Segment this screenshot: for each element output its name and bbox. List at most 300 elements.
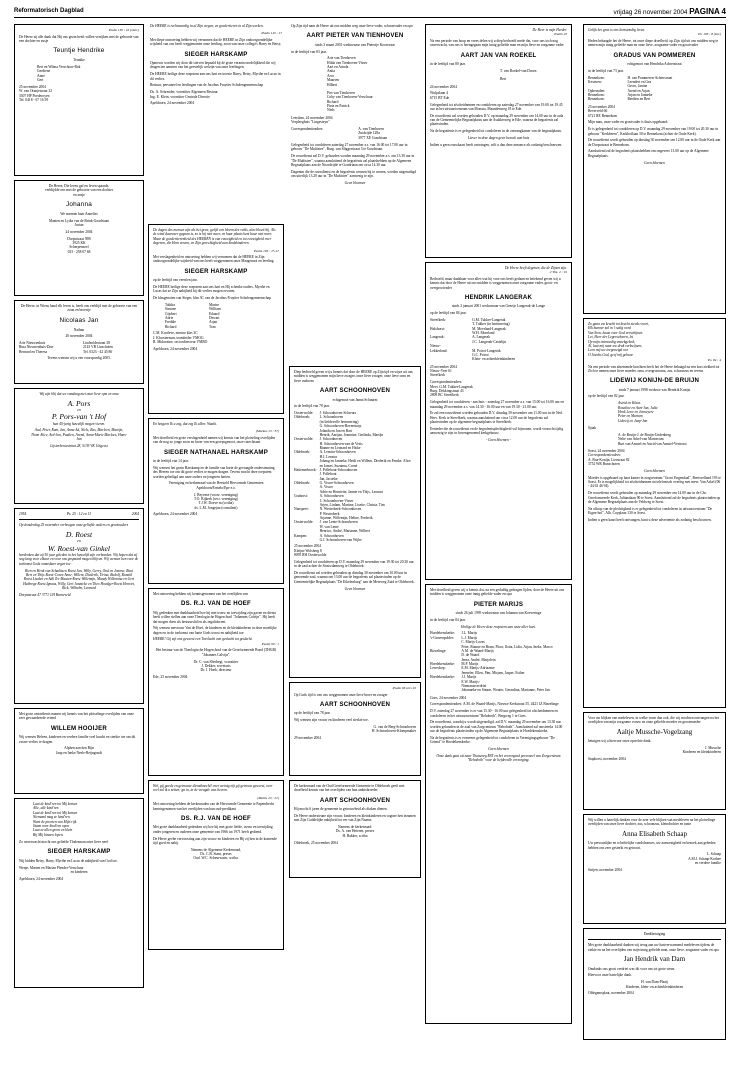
notice-text: Gelegenheid tot condoleren - aan huis - zaterdag 27 november a.s. van 15.00 tot 16.00 uur en maandag 29 november a.s. van 14.30 - 16.00 uur en van 19.30 - 21.00 uur. [430, 400, 564, 409]
address-line: A. van Tienhoven [358, 126, 384, 131]
deceased-age: in de leeftijd van 84 jaar. [430, 617, 466, 622]
signature-line: Dr. J. Hoek, directeur [200, 668, 232, 673]
column-1 [14, 24, 144, 1060]
notice-text: Wij wensen Heleen, kinderen en verdere familie veel kracht en sterkte toe om dit zware verlies te dragen. [19, 735, 136, 744]
classmate-name: Simone [165, 307, 176, 312]
signature-line: Ds. A. van Heteren, preses [335, 829, 375, 834]
corr-label: Correspondentieadres: [291, 126, 324, 131]
scripture-quote: De dagen des mensen zijn als het gras; gelijk een bloem des velds, alzo bloeit hij. Als de wind daarover gegaan is, zo is hij niet meer, en haar plaats kent haar niet meer. Maar de goedertierenheid des HEEREN is van eeuwigheid en tot eeuwigheid over degenen, die Hem vrezen, en Zijn gerechtigheid aan kindskinderen. [153, 228, 276, 246]
classmate-name: Talitha [165, 302, 175, 307]
family-member: Johanneke en Simon, Wouter, Gerardina, Marianne, Peter Jan [461, 688, 550, 693]
issue-date: vrijdag 26 november 2004 [613, 9, 688, 16]
deceased-age: op de leeftijd van veertien jaar. [153, 278, 198, 283]
notice-intro: Met grote dankbaarheid danken wij terug aan uw hartverwarmend medeleven tijdens de ziekte en na het overlijden van mijn innig geliefde man, onze lieve, zorgzame vader en opa [588, 943, 719, 952]
scripture-quote: De HEERE is rechtvaardig in al Zijn wegen, en goedertieren in al Zijn werken. [150, 24, 264, 28]
family-place: Hattemerbroek: [294, 467, 317, 472]
family-member: Piet van Tienhoven [327, 90, 355, 95]
birth-notice-nicolaas [14, 300, 144, 384]
spouse-line: echtgenoot van Janna Schuurm [332, 397, 378, 402]
notice-text: Dagenim die de rouwdienst en de begrafenis wensen bij te wonen, worden uitgenodigd om uiterlijk 13.20 uur in "De Multistee" aanwezig te zijn. [291, 169, 417, 179]
family-place: Hulshorst: [430, 326, 445, 331]
notice-intro: Wij willen u hartelijk danken voor de zeer vele blijken van medeleven na het plotselinge overlijden van onze lieve dochter, zus, schoonzus, kleindochter en tante [588, 818, 716, 827]
parent-line: Anne [37, 73, 45, 78]
family-place [430, 688, 461, 692]
poem [19, 802, 139, 837]
family-member: Hilda van Tienhoven-Visser [327, 60, 368, 65]
parents-list [19, 65, 139, 83]
notice-text: Gelegenheid tot condoleren zaterdag 27 november a.s. van 16.00 tot 17.00 uur in gebouw "De Multistee", Burg. van Sliggerstraat 3 te Goudriaan. [291, 143, 408, 152]
deceased-name: GRADUS VAN POMMEREN [613, 51, 696, 59]
family-list [588, 401, 721, 423]
notice-date: Soest, 24 november 2004 [588, 449, 625, 453]
family-list: Rien en Henk van Schaiktsen Roest Jan, Willy, Gerry, Ond en Joanne, Ruut Bert en Thijs Roest-Coren Anne, Willem, Diederik, Tirina, Rudolf, Ronald Roest Lisabet en Adk Ter Maaten-Roest Willemijn, Mandy Willemina en Gert Huibregs-Roest Ignaas, Willy, Gert Jannicke en Theo Hoedger-Roest Henriet, Rick, Wilhelm, Leonard [23, 568, 135, 591]
notice-intro: Zo onverwacht mocht ons geliefde Thalesman onze lieve neef [19, 840, 109, 844]
deceased-name: AART PIETER VAN TIENHOVEN [306, 32, 404, 40]
psalm-ref: Psalm 130 : 16 (ober.) [108, 28, 139, 32]
family-member: Richard [327, 99, 339, 104]
notice-text: De rouwdienst, waarbij u wordt uitgenodigd, zal D.V. maandag 29 november om 13.30 uur worden gehouden in de zaal van Zorgcentrum "Rehoboth". Aansluitend zal omstreeks 14.00 uur de begrafenis plaatsvinden op de Algemene Begraafplaats te Hoedekenskerke. [430, 720, 563, 734]
deceased-name: AART SCHOONHOVEN [319, 796, 391, 804]
widow-line: sinds 7 januari 1998 weduwe van Hendrik Konijn [618, 387, 691, 392]
family-place: Bennekom: [588, 93, 605, 98]
notice-heading: Dankbetuiging [643, 932, 666, 936]
family-member: W. van Lente [319, 524, 339, 529]
death-notice-schoonhoven-sibling [289, 682, 421, 776]
anniversary-header [19, 512, 139, 516]
notice-text: D.V. zaterdag 27 november is er van 15.30 - 16.00 uur gelegenheid tot afscheidnemen en condoleren in het uitvaartcentrum "Rehoboth", Bergweg 1 te Goes. [430, 709, 558, 718]
family-place: Kampen: [294, 533, 308, 538]
death-notice-schoonhoven-church [289, 780, 421, 878]
child-name: Nicolaas Jan [59, 316, 99, 324]
family-member: Arie van Tienhoven [327, 56, 356, 61]
family-member: Henk Loov en Jonneyere [618, 409, 654, 414]
address-line: Beverveld 66 [588, 109, 608, 114]
family-member: Anita [327, 69, 335, 74]
psalm-ref: Psalm 96 vers 10 [392, 686, 416, 690]
family-member: Peter, Rianne en Bram, Floor, Ilona, Lidia, Arjan, Ineke, Marco [461, 644, 553, 649]
signature-line: T.J.W. Doeve m (scriba) [198, 501, 234, 506]
address-line: Burg. Dekkingstraat 43 [430, 389, 464, 393]
honoree-name: P. Pors-van 't Hof [51, 412, 107, 422]
classmate-name: Arjan [208, 320, 218, 325]
divider [19, 519, 139, 520]
family-member: Johang en Janneke, Heidi en Willem, Diederik en Femke, Alice en Janset, Suzanna, Corné [319, 459, 411, 468]
deceased-age: op de leeftijd van 82 jaar. [588, 394, 625, 399]
family-table [430, 631, 567, 692]
address-line: Kleijne Wolsberg 8 [294, 548, 322, 553]
family-member: A. Lenstra-Schoonhoven [319, 450, 356, 455]
family-member: Niels [327, 108, 335, 113]
poem [588, 322, 721, 357]
deceased-name: LIDEWIJ KONIJN-DE BRUIJN [609, 377, 700, 385]
notice-date: Ede, 23 november 2004 [153, 675, 188, 680]
notice-prayer: Heilige de Heere deze roepstem aan onze aller hart. [461, 624, 536, 629]
deceased-age: in de leeftijd van 78 jaar. [294, 404, 330, 409]
newspaper-name: Reformatorisch Dagblad [14, 8, 84, 14]
notice-text: Na de begrafenis is er eveneens gelegenheid tot condoleren in Verenigingsgebouw "De Griend" te Hoedekenskerke. [430, 735, 555, 745]
family-member: E.M. Marijs-Adriaanse [461, 666, 495, 671]
notice-request: Liever in deze dagen geen bezoek aan huis [467, 135, 530, 140]
death-notice-schoonhoven-family [289, 366, 421, 678]
notice-date: Apeldoorn, 24 november 2004 [150, 101, 195, 106]
family-place: Oosterwolde: [294, 437, 314, 442]
notice-text: Na de begrafenis is er gelegenheid tot condoleren in de ontvangkamer van de begraafplaats. [430, 129, 562, 134]
notice-date: 24 november 2004 [65, 229, 93, 234]
address-line: Nieuw-Veer 61 [430, 369, 452, 374]
poem-line: Op mijn ootmoedig smeekgebed; [588, 339, 636, 344]
notice-intro: Na een periode van hoop en vrees delen wij u diep bedroefd mede dat, voor ons toch nog onverwacht, van ons is heengegaan mijn innig geliefde man en mijn lieve en zorgzame vader [430, 38, 564, 48]
scripture-ref: Psalm 103 : 15-17 [253, 248, 279, 253]
relative-line: Burt van Amstel en Astrid van Amstel-Vertrosst [618, 441, 687, 446]
signature-line: en kinderen [70, 869, 88, 874]
address-line: Zuidzijde 128a [358, 131, 380, 136]
parent-line: Bert en Wilma Verschoor-Bok [37, 64, 81, 69]
death-notice-langerak [425, 262, 572, 580]
page-info [614, 7, 726, 17]
honoree-name: A. Pors [67, 398, 91, 408]
family-place: Streefkerk: [430, 317, 446, 322]
parent-line: Bernard en Theresa [19, 349, 48, 354]
notice-intro: Met ontroering hebben wij kennisgenomen van het overlijden van [153, 592, 248, 596]
deceased-name: SIEGER HARSKAMP [184, 267, 248, 275]
family-place: Hoedekenskerke: [430, 675, 455, 680]
corr-label: Correspondentieadres: [430, 380, 463, 385]
notice-text: Mijn man, onze vader en grootvader is thuis opgebaard. [588, 120, 669, 125]
deceased-age: in de leeftijd van 80 jaar. [430, 62, 466, 67]
poem-line: Niemand mag ze hind'ren [33, 815, 70, 820]
scripture-quote: Wel, gij goede en getrouwe dienstknecht! over weinig zijt gij getrouw geweest, over veel zal ik u zetten; ga in, in de vreugde uws heeren. [153, 784, 273, 793]
family-member: J.C. Langerak-Castelijn [472, 339, 507, 344]
deceased-name: DS. R.J. VAN DE HOEF [181, 815, 251, 823]
psalm-ref: Ps. 25 : 12 en 13 [66, 512, 92, 516]
scripture-ref: Psalm 90 : 1 [261, 641, 279, 646]
deceased-age: in de leeftijd van 14 jaar. [153, 459, 189, 464]
year-start: 1954 [19, 512, 27, 516]
family-member: G.C. Poirot [472, 352, 489, 357]
deceased-age: op de leeftijd van 78 jaar. [294, 711, 331, 716]
family-member: L. Schoonhoven-Visser [319, 498, 354, 503]
signature-line: Bert [500, 77, 507, 82]
notice-intro: Na een periode van afnemende krachten heeft het de Heere behaagd na een kort ziekbed tot Zich te nemen onze lieve moeder, oma, overgrootoma, zus, schoonzus en tevens [588, 364, 720, 373]
death-notice-konijn [583, 318, 726, 708]
deceased-name: SIEGER HARSKAMP [47, 848, 111, 856]
notice-text: Wij wensen mevrouw Van de Hoef, de kinderen en de kleinkinderen in deze moeilijke dagen en in de toekomst van harte Gods troost en nabijheid toe. [153, 626, 277, 635]
notice-text: betuigen wij u hiervoor onze oprechte dank. [588, 739, 652, 744]
family-member: Arend en Arjan [627, 88, 650, 93]
family-member: Berdien en Bert [627, 97, 651, 102]
year-end: 2004 [131, 512, 139, 516]
classmate-name: Tom [208, 324, 216, 329]
notice-wish: Tevens wensen wij u een voorspoedig 2005. [47, 356, 111, 361]
anniversary-notice-roest [14, 508, 144, 704]
notice-text: Wij wensen het gezin Harskamp en de familie van harte de gevraagde ondersteuning des Heeren toe om dit grote verlies te mogen dragen. Tevens mocht deze roepstem worden geheiligd aan onze ouders en jongeren harten. [153, 465, 275, 479]
divider [588, 939, 721, 940]
address-line: Streefkerk [430, 373, 445, 378]
address-line: 3925 KK [72, 240, 86, 245]
family-member: Coby van Tienhoven-Verschuur [327, 95, 373, 100]
notice-text: De rouwdienst zal D.V. gehouden worden maandag 29 november a.s. om 13.30 uur in "De Multistee", waarna aansluitend de begrafenis zal plaatshebben op de Algemene Begraafplaats aan de Noordzijde te Goudriaan om circa 14.30 uur. [291, 154, 415, 167]
family-place: Gruhorst: [294, 494, 308, 499]
parent-line: Gerdiene [37, 69, 51, 74]
signature-line: Sjaak [588, 426, 596, 431]
parent-line: Arie Nieuwenhuis [19, 341, 46, 346]
family-member: Henrico, André, Marianne, Wilbert [319, 529, 370, 534]
family-row [294, 459, 416, 468]
condolence-harskamp-family [14, 798, 144, 988]
signature-line: Kinderen en kleinkinderen [682, 750, 721, 755]
deceased-age: op de leeftijd van 84 jaar. [430, 311, 467, 316]
notice-intro: Op Gods tijd is van ons weggenomen onze lieve broer en zwager [294, 692, 388, 697]
notice-footer: Geen bloemen [644, 468, 665, 473]
classmate-name: Dewart [208, 316, 220, 320]
address-line: 2809 BC Streefkerk [430, 393, 459, 398]
signature-line: J. Beyense (voorz. vereniging) [193, 492, 238, 497]
family-place [294, 538, 320, 542]
death-notice-papendrecht-vandehoef [148, 780, 284, 950]
notice-footer: Geen bloemen [644, 160, 665, 165]
deceased-name: HENDRIK LANGERAK [464, 294, 533, 302]
notice-date: Oldegamsplaat, november 2004 [588, 991, 634, 996]
honoree-name: W. Roest-van Ginkel [48, 543, 110, 553]
notice-thanks: Onze dank gaat uit naar Thuiszorg RST en het verzorgend personeel van Zorgcentrum "Rehoboth" voor de liefdevolle verzorging. [436, 753, 561, 763]
deceased-name: PIETER MARIJS [473, 600, 524, 608]
signature-line: J. Kloosterman, teamleider VMOG [153, 335, 204, 340]
family-place: Oldebroek: [294, 415, 311, 420]
classmate-name: Richard [165, 324, 177, 329]
correspondence-line: Correspondentieadres: A.M. de Waard-Marijs, Nieuwe Kerkstraat 55, 4421 JZ Biezelinge [430, 702, 559, 707]
scripture-quote: HEERE! Gij zijt ons geweest een Toevlucht van geslacht tot geslacht. [153, 637, 253, 642]
notice-text: Gelegenheid tot condoleren op D.V. maandag 29 november van 19.30 tot 20.30 uur in de zaal achter de Stouwdamweg te Oldebroek. [294, 559, 414, 569]
notice-intro: Diep bedroefd geven wij u kennis dat door de HEERE op Zijn tijd en wijze uit ons midden is weggenomen mijn lieve zwager, onze lieve zwager, onze lieve oom en lieve oudoom [294, 370, 413, 383]
family-member: A. Langerak [472, 335, 491, 340]
deceased-name: SIEGER HARSKAMP [184, 50, 248, 58]
family-place: Oosterwolde: [294, 520, 314, 525]
deceased-name: SIEGER NATHANAEL HARSKAMP [164, 448, 268, 456]
family-member: Leendert en Gea [627, 79, 652, 84]
notice-intro: Wij zijn blij dat we vandaag met onze lieve opa en oma [39, 392, 119, 396]
signature-line: Vereniging en kerkenraad van de Hersteld Hervormde Gemeenten Apeldoorn/Ermelo/Epe e.o. [168, 481, 264, 490]
poem-line: Alle, alle kind'ren [33, 806, 59, 811]
family-list: Aad, Peter, Ram, Jan, Anna Ad, Niels, Ras, Marleen, Martijn, Thom Alice, Ard-Jan, Paulien, Arend, Anna-Marie Marloes, Hans-Jan [31, 428, 127, 442]
family-member: G.J. Schoonhoven-van Wijhe [319, 537, 362, 542]
scripture-ref: 2 Tim. 2 : 19 [549, 270, 567, 275]
parents-address-table [19, 341, 139, 354]
family-member: Jolanda en Jan en Bart [319, 428, 352, 433]
classmates-table [165, 303, 253, 329]
notice-text: De rouwdienst zal worden gehouden op dinsdag 30 november om 10.00 uur in genoemde zaal, waarna om 13.00 uur de begrafenis zal plaatsvinden op de Gemeentelijke Begraafplaats "De Eikelenburg" aan de Meteweg Zuid te Oldebroek. [294, 570, 415, 584]
family-member: P. Westerbeek [319, 511, 340, 516]
address-line: 6721 RE Bennekom [588, 113, 618, 118]
page-number: 4 [721, 7, 726, 16]
signature-line: H. van Dam-Plaaij [641, 980, 668, 985]
address-line: Dorpsstraat 59B [67, 236, 91, 241]
family-member: A. Schoonhoven [319, 494, 344, 499]
deceased-name: Anna Elisabeth Schaap [622, 829, 687, 838]
family-member: J. Schoonhoven-Schreurs [319, 411, 357, 416]
notice-text: Omdanks ons groot verdriet was dit voor ons tot grote steun. [588, 966, 676, 971]
family-member: J. van Lente-Schoonhoven [319, 520, 358, 525]
notice-text: De Heere ondersteune zijn vrouw, kinderen en kleinkinderen en sogone hen tezamen met Zijn Goddelijke nabijheid tot eer van Zijn Naams. [294, 813, 416, 823]
family-member: Rosaline en Aart-Jan, Julia [618, 405, 658, 410]
family-member: D. de Waard [461, 653, 480, 658]
notice-footer: Geen bloemen [344, 586, 366, 591]
classmate-name: William [208, 307, 221, 312]
conjunction: en [77, 408, 81, 413]
death-notice-church-harskamp [148, 418, 284, 584]
family-row [430, 357, 567, 361]
signature-line: Kinderen, klein- en achterkleinkinderen [625, 984, 684, 989]
family-member: A.M. de Waard-Marijs [461, 648, 494, 653]
signature-line: Ing. E. Klein, voorzitter Centrale Directie [150, 94, 210, 99]
notice-text: Gelegenheid tot afscheidnemen en condoleren op zaterdag 27 november van 19.00 tot 19.45 uur in het uitvaartcentrum van Monuta, Maandenweg 18 te Ede. [430, 102, 563, 111]
notice-text: Wij wensen zijn vrouw en kinderen veel sterkte toe. [294, 718, 369, 723]
family-member: A. Visser [319, 485, 333, 490]
child-name: Teuntje Hendrike [53, 47, 105, 55]
notice-intro: Met ontroering hebben de kerkenraden van de Hervormde Gemeente te Papendrecht kennisgenomen van het overlijden van hun oud-predikant [153, 802, 275, 811]
family-place: Hoedekenskerke: [430, 631, 455, 636]
address-line: Tel. 0323 - 42 45 86 [83, 349, 113, 354]
family-member: Pieta en Patrick [327, 104, 350, 109]
family-member: Niemantsverdriet [461, 683, 487, 688]
family-member: J.J. Marijs [461, 675, 477, 680]
scripture-ref: Psalm 23 [554, 32, 567, 37]
family-member: Jerna, André, Marjolein [461, 657, 496, 662]
notice-date: Goes, 24 november 2004 [430, 695, 467, 700]
notice-intro: De Heere zij alle dank dat Hij ons gezin heeft willen verrijken met de geboorte van een dochter en zusje [19, 34, 139, 43]
notice-text: Wij bidden Betsy, Harry, Myrthe en Lucas de nabijheid van God toe. [19, 858, 118, 863]
widower-line: sinds 26 juli 1995 weduwnaar van Johanna van Koeveringe [455, 611, 542, 616]
notice-date: Apeldoorn, 24 november 2004 [153, 512, 198, 517]
notice-text: De Heere gevbe vertroosting aan zijn vrouw en kinderen en Hij zij hen in de komende tijd goed en nabij. [153, 836, 277, 845]
deceased-name: Aaltje Mussche-Vogelzang [616, 727, 693, 736]
signature-line: A.M.J. Schaap-Korbee [688, 856, 721, 861]
signature-heading: De klasgenoten van Sieger, klas 3C van de Jacobus Fruytier Scholengemeenschap [153, 296, 271, 301]
family-member: Jan, Jacoeke [319, 476, 338, 481]
family-table [294, 411, 416, 542]
notice-intro: Voor uw blijken van medeleven, in welke vorm dan ook, die wij mochten ontvangen na het overlijden van mijn zorgzame vrouw en onze geliefde moeder en grootmoeder [588, 716, 719, 725]
address-line: 3977 XE Goudriaan [358, 135, 388, 140]
notice-intro: Op donderdag 25 november verheugen onze geliefde ouders en grootouders [19, 523, 129, 528]
family-member: T. Tukker (in herinnering) [472, 322, 510, 327]
notice-intro: De Heere, Die leven gaf en leven spaarde, verblijdde ons met de geboorte van een dochter en zusje [44, 184, 114, 197]
address-line: 3752 WR Bunschoten [588, 462, 620, 467]
family-place [430, 357, 472, 361]
notice-text: Hiervoor onze hartelijke dank. [588, 973, 632, 978]
scripture-quote: De Heer is mijn Herder. [532, 28, 567, 32]
notice-intro: De kerkenraad van de Oud Gereformeerde Gemeente te Oldebroek geeft met droefheid kennis van het overlijden van hun ambtsbroeder [294, 784, 405, 793]
correspondence-table [291, 127, 419, 140]
poem-line: Staan voor kind'ren open [33, 823, 70, 828]
column-2 [148, 24, 284, 1060]
family-row [294, 538, 416, 542]
notice-text: Indien u geen rouwkaart heeft ontvangen, wilt u dan deze annonce als zodanig beschouwen. [430, 142, 563, 147]
signature-line: G. van de Berg-Schoonhoven [373, 724, 416, 729]
deceased-name: AART SCHOONHOVEN [319, 387, 391, 395]
thanks-notice-vandam [583, 928, 726, 1040]
family-place: Nunspeet: [294, 507, 309, 512]
notice-text: De rouwdienst wordt gehouden op dinsdag 30 november om 12.00 uur in de Oude Kerk aan de Dorpsstraat te Bennekom. [588, 138, 721, 147]
notice-text: Na afloop van de plechtigheid is er gelegenheid tot condoleren in uitvaartcentrum "De Eigen-hof", Alb. Cuyplaan 130 te Soest. [588, 506, 713, 516]
signature-line: Oud. W.C. Scheurwater, scriba. [193, 856, 239, 861]
widower-line: sinds 3 januari 2001 weduwnaar van Geertje Langerak-de Lange [451, 304, 545, 309]
signature-line: Namens de Algemene Kerkenraad, [190, 847, 242, 852]
widower-line: sinds 3 maart 2001 weduwnaar van Pieterije Koorevaar [315, 42, 395, 47]
family-place: Oldebroek: [294, 481, 311, 486]
address-line: Tel. 0418 - 67 16 59 [19, 97, 49, 102]
family-member: Jennefer, Ellen, Pim, Mirjam, Jasper, Esther [461, 670, 525, 675]
notice-footer: - Geen bloemen - [486, 437, 511, 442]
notice-date: Apeldoorn, 24 november 2004 [19, 876, 64, 881]
family-member: W.H. Moerland [472, 331, 495, 336]
notice-date: 25 november 2004 [294, 544, 321, 549]
signature-line: L. Schaap [706, 852, 721, 857]
notice-intro: Op Zijn tijd nam de Heere uit ons midden weg onze lieve vader, schoonvader en opa [291, 24, 413, 28]
page-label: PAGINA [689, 7, 720, 16]
notice-date: 25 november 2004 [430, 364, 457, 369]
notice-intro: Bedroefd, maar dankbaar voor alles wat hij voor ons heeft gedaan en betekend geven wij u kennis dat door de Heere uit ons midden is weggenomen onze zorgzame vader, groot- en overgrootvader [430, 276, 561, 290]
deceased-name: AART SCHOONHOVEN [319, 700, 391, 708]
signature-line: B. Midavaine, sectordirecteur VMBO [153, 339, 208, 344]
family-member: Hilbert [327, 82, 338, 87]
family-row [430, 688, 567, 692]
family-place: Opheusden: [588, 88, 606, 93]
parents-line: Maaten en Lydia van de Brink-Goudriaan Jurian [49, 218, 109, 228]
classmate-name: Eduard [208, 311, 220, 316]
condolence-hooijer [14, 708, 144, 794]
family-member: G. Visser-Schoonhoven [319, 481, 354, 486]
column-4 [425, 24, 572, 1060]
notice-text: Met grote dankbaarheid gedenken wij hoe hij met grote liefde, trouw en toewijding onder jongeren en ouderen onze gemeente van 1966 tot 1971 heeft gediend. [153, 825, 273, 834]
family-place: Langerak: [430, 335, 445, 340]
signature-line: Wenje, Marten en Marian Pfender-Verschuur [19, 865, 84, 870]
notice-date: 23 november 2004 [588, 104, 615, 109]
family-place: Hoedekenskerke: [430, 662, 455, 667]
address-line: 6715 BT Ede [430, 95, 450, 100]
death-notice-school-harskamp [148, 24, 284, 220]
notice-text: Hij mocht 6 jaren de gemeente in getrouwheid als diaken dienen. [294, 807, 388, 812]
family-member: Arjen, Lirdam, Martine, Lisette, Christa, Tim [319, 502, 385, 507]
notice-text: De HEERE heilige deze roepstem aan ons hart en troeste Harry, Betsy, Myrthe en Lucas in dit verlies. [150, 72, 281, 81]
signature-line: en verdere familie [694, 861, 721, 866]
poem-line: Want de poorten van Mijn rijk [33, 819, 77, 824]
parent-line: Gert [37, 77, 44, 82]
child-nickname: Teuntke [73, 58, 85, 63]
address-line: Scherpenzeel [69, 245, 89, 250]
notice-text: Er zal een rouwdienst worden gehouden D.V. dinsdag 30 november om 11.00 uur in de Ned. Herv. Kerk te Streefkerk, waarna aansluitend om circa 12.00 uur de begrafenis zal plaatsvinden op de algemene begraafplaats te Streefkerk. [430, 411, 563, 425]
family-member: H. van Pommeren-Achterstraat [627, 75, 673, 80]
notice-place: Verpleeghuis "Lingesteyn" [291, 120, 330, 125]
notice-intro: Met verslagenheid en ontroering hebben wij vernomen dat de HEERE in Zijn ondoorgrondelijke wijsheid van ons heeft weggenomen onze Maagenoot en leerling [153, 255, 274, 264]
family-place: 's-Gravenpolder: [430, 635, 454, 640]
notice-footer: Geen bloemen [344, 180, 366, 185]
child-nickname: We noemen haar Annelies [60, 211, 98, 216]
scripture-quote: Gelijk het gras is ons kortstondig leven. [588, 28, 646, 32]
signature-line: H. Schoonhoven-Klompmaker [371, 729, 416, 734]
signature-line: J. Dekker, secretaris [201, 663, 231, 668]
family-member: J. Pollebout-Schoonhoven [319, 467, 358, 472]
scripture-quote: En hetgeen Ik u zeg, dat zeg Ik allen: Waakt. [153, 422, 217, 426]
family-member: Lidewij en Jaap-Jan [618, 418, 648, 423]
poem-line: Laat ze allen groot en klein [33, 828, 73, 833]
family-member: L. Schoonhoven [319, 415, 344, 420]
notice-text: De rouwdienst wordt gehouden op maandag 29 november om 14.00 uur in de Chr. Gereformeerde Kerk, Julianalaan 90 te Soest. Aansluitend zal de begrafenis plaatsvinden op de Algemene Begraafplaats aan de Veldweg te Soest. [588, 491, 721, 504]
signature-line: Het bestuur van de Theologische Hogeschool van de Gereformeerde Bond (THGB) "Johannes Calvijn". [155, 648, 277, 657]
family-place: Bennekom: [588, 97, 605, 102]
poem-line: Van Sion, haast voor God verschijnen. [588, 330, 644, 335]
parent-line: Rina Nieuwenhuis-Dorr [19, 345, 54, 350]
signature-line: Ds. C.B. Stam, preses [200, 852, 232, 857]
address-line: Dorpsstraat 47 3771 CH Barneveld [19, 592, 71, 597]
